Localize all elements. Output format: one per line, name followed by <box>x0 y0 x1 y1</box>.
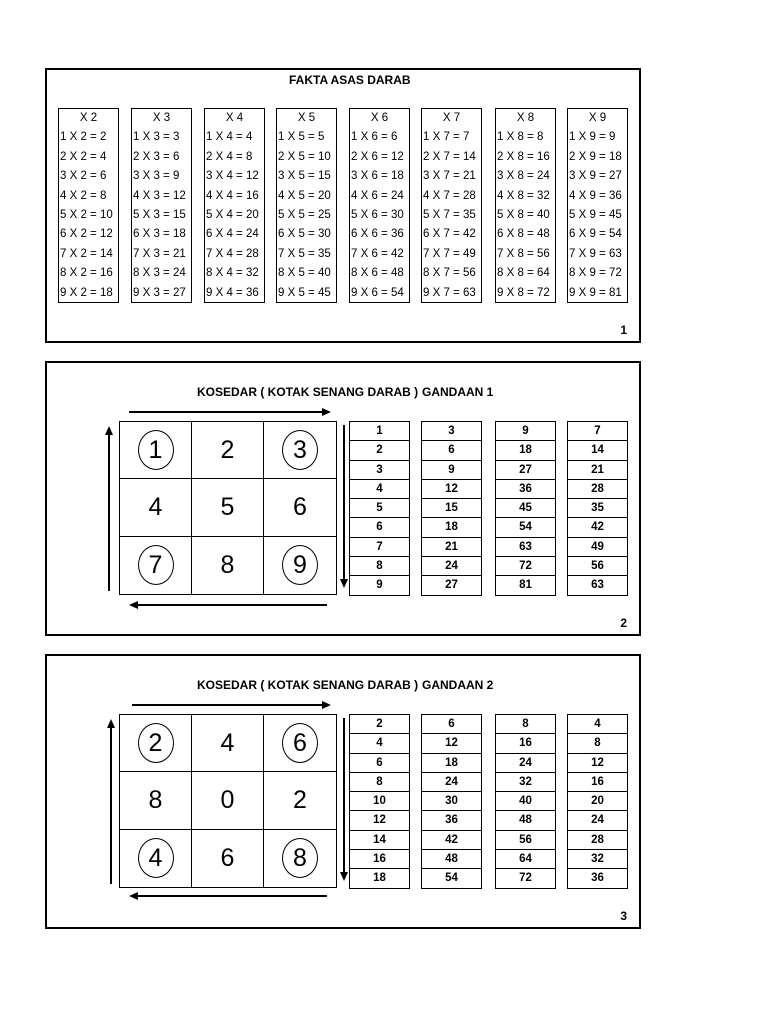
grid-cell <box>192 479 264 536</box>
fact-row: 5 X 9 = 45 <box>569 208 622 221</box>
fact-row: 9 X 8 = 72 <box>497 286 550 299</box>
circled-number: 7 <box>138 545 174 585</box>
grid-cell <box>192 772 264 829</box>
multiple-cell: 81 <box>519 579 532 592</box>
fact-row: 7 X 9 = 63 <box>569 247 622 260</box>
fact-column <box>276 108 337 303</box>
fact-row: 2 X 8 = 16 <box>497 150 550 163</box>
multiple-cell: 24 <box>422 557 481 576</box>
multiple-cell: 8 <box>350 557 409 576</box>
grid-cell <box>120 830 192 887</box>
fact-row: 8 X 6 = 48 <box>351 267 404 280</box>
fact-row: 1 X 7 = 7 <box>423 131 470 144</box>
fact-row: 1 X 6 = 6 <box>351 131 398 144</box>
multiple-cell: 24 <box>422 773 481 792</box>
grid-cell <box>120 422 192 479</box>
multiple-cell: 30 <box>422 792 481 811</box>
multiple-cell: 40 <box>496 792 555 811</box>
multiple-cell: 18 <box>422 754 481 773</box>
grid-cell <box>264 537 336 594</box>
multiple-cell: 16 <box>496 734 555 753</box>
panel-title: KOSEDAR ( KOTAK SENANG DARAB ) <box>197 678 419 692</box>
fact-row: 6 X 5 = 30 <box>278 228 331 241</box>
fact-row: 8 X 9 = 72 <box>569 267 622 280</box>
multiple-cell: 7 <box>568 422 627 441</box>
multiple-column <box>421 714 482 889</box>
fact-row: 9 X 9 = 81 <box>569 286 622 299</box>
fact-row: 5 X 4 = 20 <box>206 208 259 221</box>
fact-row: 8 X 8 = 64 <box>497 267 550 280</box>
multiple-cell: 8 <box>496 715 555 734</box>
fact-row: 3 X 4 = 12 <box>206 170 259 183</box>
fact-row: 5 X 5 = 25 <box>278 208 331 221</box>
multiple-cell: 36 <box>591 872 604 885</box>
kosedar-gandaan-2-panel <box>45 654 641 929</box>
fact-column <box>495 108 556 303</box>
multiple-cell: 4 <box>350 734 409 753</box>
multiple-cell: 1 <box>350 422 409 441</box>
page-number: 3 <box>620 909 627 923</box>
fact-row: 6 X 9 = 54 <box>569 228 622 241</box>
fact-row: 3 X 3 = 9 <box>133 170 180 183</box>
fact-row: 4 X 6 = 24 <box>351 189 404 202</box>
multiple-cell: 9 <box>496 422 555 441</box>
fact-column <box>567 108 628 303</box>
fact-row: 5 X 7 = 35 <box>423 208 476 221</box>
fact-row: 7 X 2 = 14 <box>60 247 113 260</box>
fact-row: 3 X 2 = 6 <box>60 170 107 183</box>
grid-cell <box>264 772 336 829</box>
fact-row: 2 X 5 = 10 <box>278 150 331 163</box>
multiple-cell: 42 <box>568 518 627 537</box>
multiple-cell: 12 <box>350 811 409 830</box>
grid-number: 6 <box>293 492 307 521</box>
multiple-cell: 45 <box>496 499 555 518</box>
fact-row: 6 X 3 = 18 <box>133 228 186 241</box>
grid-cell <box>264 715 336 772</box>
multiple-cell: 8 <box>350 773 409 792</box>
multiple-cell: 14 <box>568 441 627 460</box>
grid-cell <box>264 830 336 887</box>
fact-row: 6 X 2 = 12 <box>60 228 113 241</box>
fact-row: 4 X 7 = 28 <box>423 189 476 202</box>
fact-row: 2 X 2 = 4 <box>60 150 107 163</box>
fact-row: 7 X 8 = 56 <box>497 247 550 260</box>
multiple-cell: 18 <box>373 872 386 885</box>
grid-cell <box>192 715 264 772</box>
fact-row: 6 X 6 = 36 <box>351 228 404 241</box>
fact-row: 1 X 2 = 2 <box>60 131 107 144</box>
multiple-cell: 4 <box>568 715 627 734</box>
multiple-cell: 15 <box>422 499 481 518</box>
fact-row: 1 X 4 = 4 <box>206 131 253 144</box>
multiple-cell: 12 <box>568 754 627 773</box>
multiple-cell: 12 <box>422 734 481 753</box>
multiple-cell: 3 <box>422 422 481 441</box>
multiple-cell: 21 <box>568 461 627 480</box>
fact-row: 8 X 3 = 24 <box>133 267 186 280</box>
fact-row: 9 X 5 = 45 <box>278 286 331 299</box>
multiple-cell: 42 <box>422 831 481 850</box>
multiple-cell: 9 <box>422 461 481 480</box>
grid-number: 2 <box>293 785 307 814</box>
fact-column-header: X 7 <box>442 112 461 124</box>
fact-row: 7 X 6 = 42 <box>351 247 404 260</box>
fact-column-header: X 5 <box>297 112 316 124</box>
fact-column-header: X 8 <box>516 112 535 124</box>
multiple-cell: 9 <box>376 579 383 592</box>
multiple-cell: 16 <box>568 773 627 792</box>
fakta-asas-darab-panel <box>45 68 641 343</box>
circled-number: 4 <box>138 838 174 878</box>
circled-number: 2 <box>138 723 174 763</box>
multiple-cell: 28 <box>568 480 627 499</box>
fact-row: 4 X 5 = 20 <box>278 189 331 202</box>
fact-column-header: X 2 <box>79 112 98 124</box>
multiple-cell: 48 <box>496 811 555 830</box>
multiple-cell: 64 <box>496 850 555 869</box>
multiple-cell: 27 <box>496 461 555 480</box>
multiple-cell: 10 <box>350 792 409 811</box>
multiple-cell: 6 <box>422 441 481 460</box>
grid-number: 8 <box>148 785 163 814</box>
grid-cell <box>120 715 192 772</box>
fact-row: 7 X 7 = 49 <box>423 247 476 260</box>
multiple-cell: 6 <box>350 518 409 537</box>
multiple-cell: 48 <box>422 850 481 869</box>
fact-row: 4 X 3 = 12 <box>133 189 186 202</box>
fact-row: 3 X 6 = 18 <box>351 170 404 183</box>
kosedar-gandaan-1-panel <box>45 361 641 636</box>
multiple-column <box>495 421 556 596</box>
multiple-cell: 8 <box>568 734 627 753</box>
fact-row: 3 X 7 = 21 <box>423 170 476 183</box>
fact-row: 4 X 2 = 8 <box>60 189 107 202</box>
fact-row: 8 X 4 = 32 <box>206 267 259 280</box>
fact-row: 9 X 6 = 54 <box>351 286 404 299</box>
page-number: 2 <box>620 616 627 630</box>
multiple-cell: 2 <box>350 441 409 460</box>
fact-row: 5 X 2 = 10 <box>60 208 113 221</box>
fact-column-header: X 9 <box>588 112 607 124</box>
fact-row: 9 X 7 = 63 <box>423 286 476 299</box>
circled-number: 3 <box>282 430 318 470</box>
grid-cell <box>120 537 192 594</box>
fact-row: 6 X 8 = 48 <box>497 228 550 241</box>
grid-number: 4 <box>220 728 235 757</box>
panel-title: FAKTA ASAS DARAB <box>289 73 411 87</box>
fact-row: 8 X 5 = 40 <box>278 267 331 280</box>
multiple-cell: 54 <box>445 872 458 885</box>
grid-cell <box>192 537 264 594</box>
fact-row: 4 X 9 = 36 <box>569 189 622 202</box>
fact-column-header: X 3 <box>152 112 171 124</box>
fact-column-header: X 6 <box>370 112 389 124</box>
panel-subtitle: GANDAAN 1 <box>422 385 494 399</box>
multiple-cell: 16 <box>350 850 409 869</box>
multiple-cell: 63 <box>496 538 555 557</box>
fact-row: 3 X 9 = 27 <box>569 170 622 183</box>
multiple-cell: 7 <box>350 538 409 557</box>
multiple-cell: 4 <box>350 480 409 499</box>
fact-row: 6 X 4 = 24 <box>206 228 259 241</box>
grid-number: 0 <box>220 785 235 814</box>
multiple-column <box>567 714 628 889</box>
multiple-cell: 6 <box>422 715 481 734</box>
grid-cell <box>120 479 192 536</box>
fact-row: 2 X 3 = 6 <box>133 150 180 163</box>
circled-number: 8 <box>282 838 318 878</box>
multiple-cell: 28 <box>568 831 627 850</box>
fact-column <box>204 108 265 303</box>
multiple-cell: 72 <box>496 557 555 576</box>
fact-row: 1 X 5 = 5 <box>278 131 325 144</box>
multiple-cell: 49 <box>568 538 627 557</box>
fact-column <box>421 108 482 303</box>
kotak-grid <box>119 714 337 888</box>
multiple-column <box>421 421 482 596</box>
multiple-cell: 32 <box>496 773 555 792</box>
fact-row: 3 X 5 = 15 <box>278 170 331 183</box>
grid-number: 5 <box>220 492 235 521</box>
fact-row: 2 X 6 = 12 <box>351 150 404 163</box>
fact-row: 5 X 3 = 15 <box>133 208 186 221</box>
fact-row: 4 X 4 = 16 <box>206 189 259 202</box>
multiple-cell: 20 <box>568 792 627 811</box>
multiple-cell: 2 <box>350 715 409 734</box>
multiple-cell: 36 <box>496 480 555 499</box>
multiple-column <box>349 421 410 596</box>
fact-row: 6 X 7 = 42 <box>423 228 476 241</box>
multiple-cell: 5 <box>350 499 409 518</box>
multiple-cell: 24 <box>496 754 555 773</box>
fact-row: 1 X 9 = 9 <box>569 131 616 144</box>
fact-column <box>131 108 192 303</box>
multiple-cell: 18 <box>496 441 555 460</box>
fact-row: 5 X 6 = 30 <box>351 208 404 221</box>
fact-row: 7 X 5 = 35 <box>278 247 331 260</box>
grid-cell <box>264 479 336 536</box>
multiple-cell: 56 <box>496 831 555 850</box>
multiple-cell: 12 <box>422 480 481 499</box>
fact-column-header: X 4 <box>225 112 244 124</box>
grid-cell <box>120 772 192 829</box>
page-number: 1 <box>620 323 627 337</box>
fact-row: 8 X 2 = 16 <box>60 267 113 280</box>
multiple-cell: 32 <box>568 850 627 869</box>
circled-number: 1 <box>138 430 174 470</box>
fact-row: 2 X 9 = 18 <box>569 150 622 163</box>
fact-row: 5 X 8 = 40 <box>497 208 550 221</box>
multiple-cell: 63 <box>591 579 604 592</box>
fact-row: 3 X 8 = 24 <box>497 170 550 183</box>
multiple-cell: 56 <box>568 557 627 576</box>
fact-row: 9 X 4 = 36 <box>206 286 259 299</box>
circled-number: 9 <box>282 545 318 585</box>
fact-row: 9 X 2 = 18 <box>60 286 113 299</box>
grid-number: 4 <box>148 492 163 521</box>
fact-row: 7 X 3 = 21 <box>133 247 186 260</box>
fact-row: 7 X 4 = 28 <box>206 247 259 260</box>
multiple-column <box>349 714 410 889</box>
fact-row: 2 X 4 = 8 <box>206 150 253 163</box>
grid-cell <box>264 422 336 479</box>
fact-row: 9 X 3 = 27 <box>133 286 186 299</box>
grid-number: 6 <box>220 843 235 872</box>
multiple-cell: 18 <box>422 518 481 537</box>
multiple-cell: 27 <box>445 579 458 592</box>
panel-title: KOSEDAR ( KOTAK SENANG DARAB ) <box>197 385 419 399</box>
grid-cell <box>192 830 264 887</box>
fact-column <box>58 108 119 303</box>
panel-subtitle: GANDAAN 2 <box>422 678 494 692</box>
fact-row: 1 X 8 = 8 <box>497 131 544 144</box>
kotak-grid <box>119 421 337 595</box>
fact-row: 4 X 8 = 32 <box>497 189 550 202</box>
multiple-cell: 35 <box>568 499 627 518</box>
circled-number: 6 <box>282 723 318 763</box>
multiple-column <box>567 421 628 596</box>
multiple-cell: 6 <box>350 754 409 773</box>
multiple-cell: 36 <box>422 811 481 830</box>
fact-row: 1 X 3 = 3 <box>133 131 180 144</box>
multiple-column <box>495 714 556 889</box>
multiple-cell: 21 <box>422 538 481 557</box>
grid-number: 2 <box>220 435 235 464</box>
multiple-cell: 54 <box>496 518 555 537</box>
multiple-cell: 14 <box>350 831 409 850</box>
fact-row: 8 X 7 = 56 <box>423 267 476 280</box>
multiple-cell: 24 <box>568 811 627 830</box>
multiple-cell: 72 <box>519 872 532 885</box>
fact-column <box>349 108 410 303</box>
fact-row: 2 X 7 = 14 <box>423 150 476 163</box>
multiple-cell: 3 <box>350 461 409 480</box>
grid-number: 8 <box>220 550 235 579</box>
grid-cell <box>192 422 264 479</box>
